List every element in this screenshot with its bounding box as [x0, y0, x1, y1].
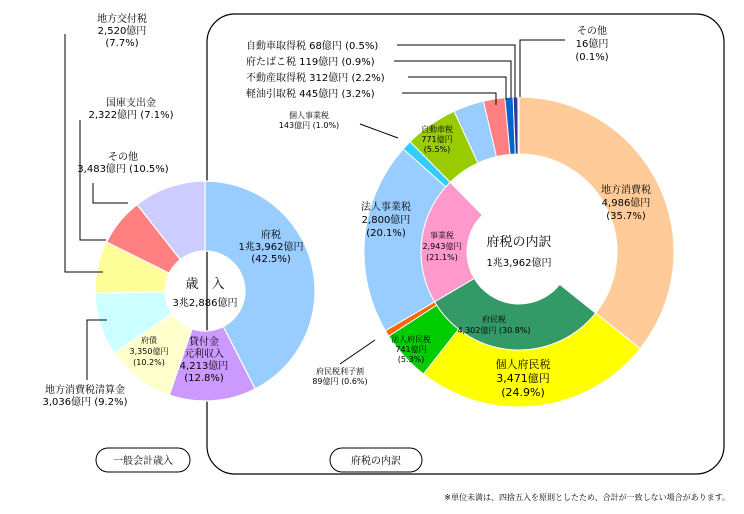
leader-line — [360, 124, 398, 138]
tax-slice-label: 府民税利子割 89億円 (0.6%) — [312, 367, 368, 386]
tax-slice-label: 府たばこ税 119億円 (0.9%) — [246, 57, 375, 68]
leader-line — [397, 45, 515, 98]
general-slice-label: 地方交付税 2,520億円(7.7%) — [97, 14, 147, 49]
tax-inner-label: 府民税 4,302億円 (30.8%) — [457, 315, 531, 335]
leader-line — [394, 61, 511, 98]
tax-slice-label: 法人府民税 741億円(5.3%) — [391, 335, 431, 364]
general-chart-title: 一般会計歳入 — [113, 456, 173, 467]
general-center-title: 歳 入 — [185, 277, 225, 292]
general-slice-label: 府債 3,350億円(10.2%) — [129, 336, 169, 367]
tax-inner-label: 事業税 2,943億円(21.1%) — [422, 231, 462, 262]
leader-line — [340, 340, 375, 364]
tax-slice-label: 個人事業税 143億円 (1.0%) — [278, 111, 340, 130]
tax-slice-label: 法人事業税 2,800億円(20.1%) — [361, 202, 411, 239]
leader-line — [408, 77, 506, 100]
general-slice-label: 貸付金元利収入 4,213億円(12.8%) — [179, 337, 229, 384]
tax-slice-label: 個人府民税 3,471億円(24.9%) — [495, 358, 551, 399]
tax-title-box — [330, 448, 422, 472]
leader-line — [520, 40, 565, 97]
general-center-total: 3兆2,886億円 — [172, 298, 238, 309]
tax-center-total: 1兆3,962億円 — [486, 258, 552, 269]
leader-line — [80, 120, 106, 240]
leader-line — [93, 183, 128, 203]
general-slice-label: 地方消費税清算金 3,036億円 (9.2%) — [42, 385, 128, 408]
tax-slice-label: 自動車取得税 68億円 (0.5%) — [246, 41, 379, 52]
general-slice-label: 府税 1兆3,962億円(42.5%) — [238, 230, 304, 265]
tax-slice-label: その他 16億円(0.1%) — [575, 26, 609, 63]
tax-slice-label: 自動車税 771億円(5.5%) — [421, 125, 453, 154]
tax-outer-slice — [518, 97, 519, 154]
tax-slice-label: 不動産取得税 312億円 (2.2%) — [246, 73, 385, 84]
tax-center-title: 府税の内訳 — [486, 235, 552, 250]
general-slice-label: その他 3,483億円 (10.5%) — [77, 152, 169, 175]
tax-slice-label: 地方消費税 4,986億円(35.7%) — [601, 185, 651, 222]
tax-chart-title: 府税の内訳 — [351, 456, 401, 467]
general-slice-label: 国庫支出金 2,322億円 (7.1%) — [88, 98, 174, 121]
general-title-box — [96, 448, 190, 472]
footnote: ※単位未満は、四捨五入を原則としたため、合計が一致しない場合があります。 — [444, 493, 730, 502]
tax-inner-slices — [421, 154, 617, 350]
leader-line — [65, 34, 103, 272]
tax-slice-label: 軽油引取税 445億円 (3.2%) — [246, 89, 375, 100]
